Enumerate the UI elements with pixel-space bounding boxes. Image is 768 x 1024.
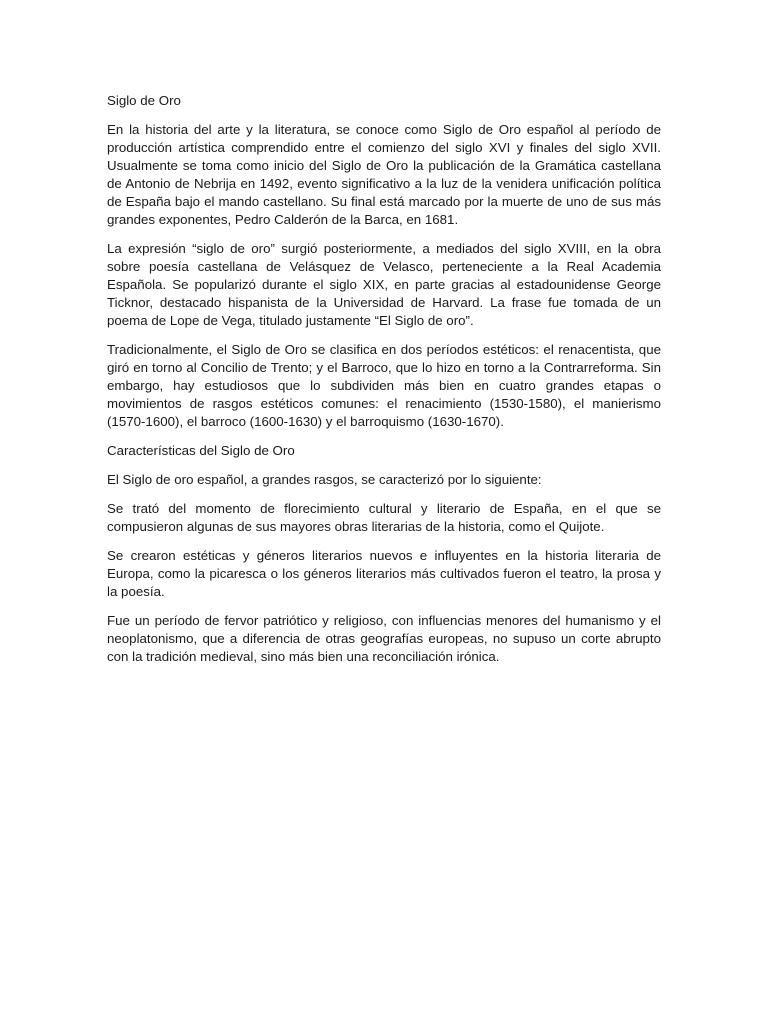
paragraph: Tradicionalmente, el Siglo de Oro se clasifica en dos períodos estéticos: el renacentista, que giró en torno al Concilio de Trento; y el Barroco, que lo hizo en torno a la Contrarreforma. Sin embargo, hay estudiosos que lo subdividen más bien en cuatro grandes etapas o movimientos de rasgos estéticos comunes: el renacimiento (1530-1580), el manierismo (1570-1600), el barroco (1600-1630) y el barroquismo (1630-1670).	[107, 342, 661, 429]
section-heading: Características del Siglo de Oro	[107, 443, 295, 458]
paragraph: La expresión “siglo de oro” surgió posteriormente, a mediados del siglo XVIII, en la obra sobre poesía castellana de Velásquez de Velasco, perteneciente a la Real Academia Española. Se popularizó durante el siglo XIX, en parte gracias al estadounidense George Ticknor, destacado hispanista de la Universidad de Harvard. La frase fue tomada de un poema de Lope de Vega, titulado justamente “El Siglo de oro”.	[107, 241, 661, 328]
paragraph: Fue un período de fervor patriótico y religioso, con influencias menores del humanismo y el neoplatonismo, que a diferencia de otras geografías europeas, no supuso un corte abrupto con la tradición medieval, sino más bien una reconciliación irónica.	[107, 613, 661, 664]
document-title: Siglo de Oro	[107, 93, 181, 108]
section-intro: El Siglo de oro español, a grandes rasgos, se caracterizó por lo siguiente:	[107, 472, 542, 487]
paragraph: Se crearon estéticas y géneros literarios nuevos e influyentes en la historia literaria de Europa, como la picaresca o los géneros literarios más cultivados fueron el teatro, la prosa y la poesía.	[107, 548, 661, 599]
paragraph: Se trató del momento de florecimiento cultural y literario de España, en el que se compusieron algunas de sus mayores obras literarias de la historia, como el Quijote.	[107, 501, 661, 534]
document-body	[107, 92, 661, 677]
paragraph: En la historia del arte y la literatura, se conoce como Siglo de Oro español al período de producción artística comprendido entre el comienzo del siglo XVI y finales del siglo XVII. Usualmente se toma como inicio del Siglo de Oro la publicación de la Gramática castellana de Antonio de Nebrija en 1492, evento significativo a la luz de la venidera unificación política de España bajo el mando castellano. Su final está marcado por la muerte de uno de sus más grandes exponentes, Pedro Calderón de la Barca, en 1681.	[107, 122, 661, 227]
